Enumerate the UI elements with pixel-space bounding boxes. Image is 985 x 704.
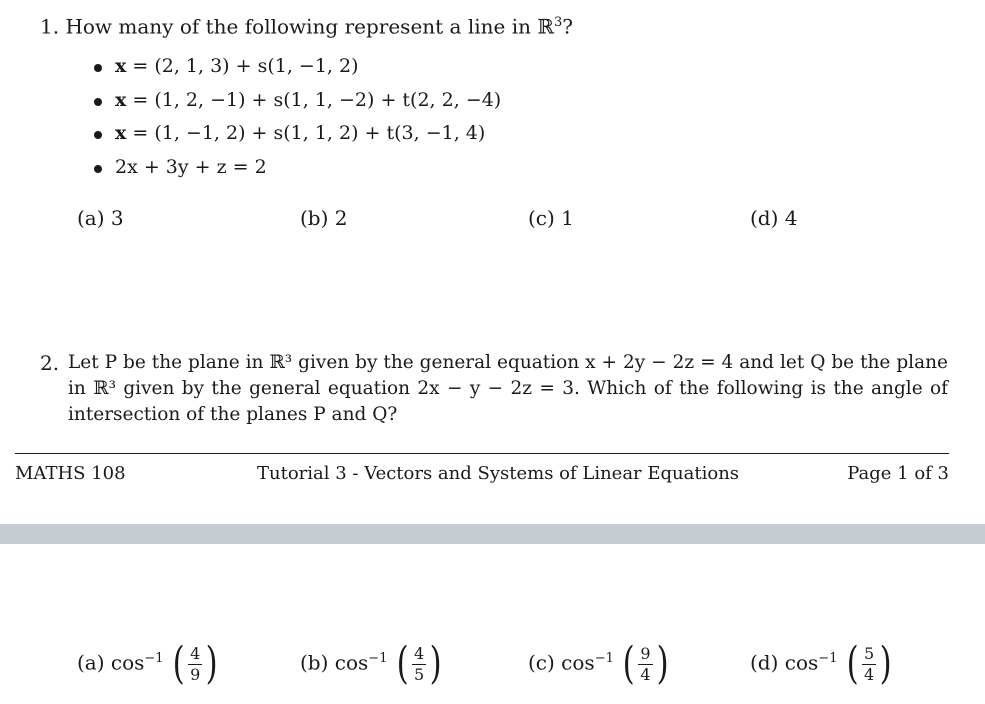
q2-choice-b: (b) $\cos^{-1}$ ( $\frac{4}{5}$ ) [300, 642, 444, 686]
question-1-heading [40, 10, 573, 40]
bullet-icon [94, 131, 102, 139]
q2-choice-d: (d) $\cos^{-1}$ ( $\frac{5}{4}$ ) [750, 642, 894, 686]
bullet-icon [94, 98, 102, 106]
q1-choice-b: (b) 2 [300, 206, 348, 230]
footer-course: MATHS 108 [15, 463, 126, 484]
bullet-equation-2: x = (1, 2, −1) + s(1, 1, −2) + t(2, 2, −4) [115, 89, 502, 111]
fraction: ( $\frac{5}{4}$ ) [846, 638, 892, 689]
footer-page: Page 1 of 3 [847, 463, 949, 484]
footer-rule [15, 453, 949, 454]
page-break-band [0, 524, 985, 544]
bullet-icon [94, 165, 102, 173]
q2-choice-a: (a) $\cos^{-1}$ ( $\frac{4}{9}$ ) [77, 642, 220, 686]
bullet-equation-4: 2x + 3y + z = 2 [115, 156, 267, 178]
bullet-equation-3: x = (1, −1, 2) + s(1, 1, 2) + t(3, −1, 4) [115, 122, 486, 144]
question-2-line-2: in ℝ³ given by the general equation 2x − y − 2z = 3. Which of the following is the angle of [68, 378, 948, 399]
question-mark: ? [562, 14, 573, 39]
question-text: How many of the following represent a line in [65, 14, 538, 39]
real-space-symbol: ℝ [537, 14, 554, 39]
question-number: 1. [40, 14, 60, 39]
question-2-line-3: intersection of the planes P and Q? [68, 404, 398, 425]
q1-choice-a: (a) 3 [77, 206, 124, 230]
q2-choice-c: (c) $\cos^{-1}$ ( $\frac{9}{4}$ ) [528, 642, 671, 686]
bullet-icon [94, 64, 102, 72]
fraction: ( $\frac{4}{9}$ ) [172, 638, 218, 689]
fraction: ( $\frac{4}{5}$ ) [396, 638, 442, 689]
footer-title: Tutorial 3 - Vectors and Systems of Linear Equations [257, 463, 740, 484]
bullet-equation-1: x = (2, 1, 3) + s(1, −1, 2) [115, 55, 359, 77]
fraction: ( $\frac{9}{4}$ ) [622, 638, 669, 689]
exponent: 3 [553, 15, 563, 30]
question-2-text [68, 350, 948, 428]
q1-choice-c: (c) 1 [528, 206, 574, 230]
question-2-line-1: Let P be the plane in ℝ³ given by the general equation x + 2y − 2z = 4 and let Q be the plane [68, 352, 948, 373]
question-2-number: 2. [40, 351, 60, 375]
q1-choice-d: (d) 4 [750, 206, 798, 230]
